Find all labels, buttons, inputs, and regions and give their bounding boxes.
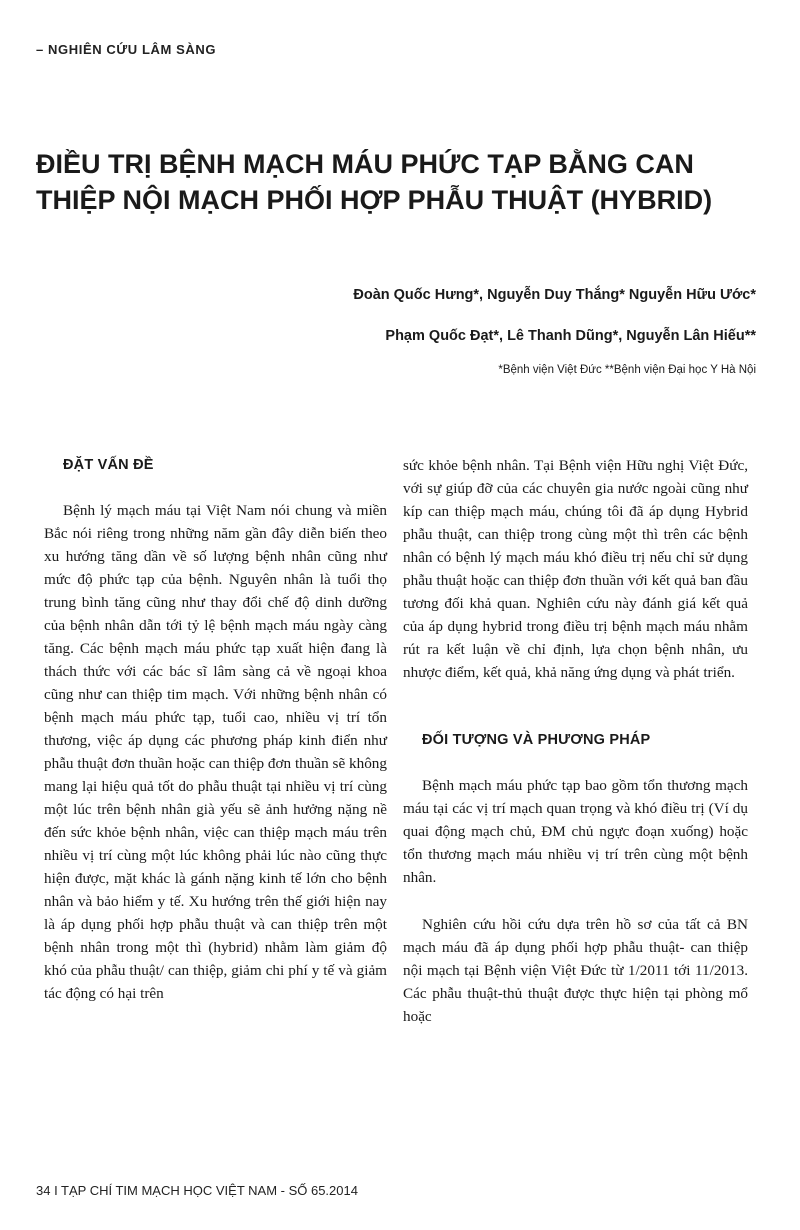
methods-paragraph-2: Nghiên cứu hồi cứu dựa trên hồ sơ của tất cả BN mạch máu đã áp dụng phối hợp phẫu thuật- can thiệp nội mạch tại Bệnh viện Việt Đức từ 1/2011 tới 11/2013. Các phẫu thuật-thủ thuật được thực hiện tại phòng mổ hoặc bbox=[403, 916, 748, 1025]
intro-paragraph: Bệnh lý mạch máu tại Việt Nam nói chung và miền Bắc nói riêng trong những năm gần đây diễn biến theo xu hướng tăng dần về số lượng bệnh nhân cũng như mức độ phức tạp của bệnh. Nguyên nhân là tuổi thọ trung bình tăng cũng như thay đổi chế độ dinh dưỡng của bệnh nhân dẫn tới tỷ lệ bệnh mạch máu ngày càng tăng. Các bệnh mạch máu phức tạp xuất hiện đang là thách thức với các bác sĩ lâm sàng cả về ngoại khoa cũng như can thiệp tim mạch. Với những bệnh nhân có bệnh mạch máu phức tạp, tuổi cao, nhiều vị trí tổn thương, việc áp dụng các phương pháp kinh điển như phẫu thuật đơn thuần hoặc can thiệp đơn thuần sẽ không mang lại hiệu quả tốt do phẫu thuật tại nhiều vị trí cùng một lúc trên bệnh nhân già yếu sẽ ảnh hưởng nặng nề đến sức khỏe bệnh nhân, việc can thiệp mạch máu trên nhiều vị trí cùng một lúc không phải lúc nào cũng thực hiện được, mặt khác là gánh nặng kinh tế lớn cho bệnh nhân và bảo hiểm y tế. Xu hướng trên thế giới hiện nay là áp dụng phối hợp phẫu thuật và can thiệp trên một bệnh nhân trong một thì (hybrid) nhằm làm giảm độ khó của phẫu thuật/ can thiệp, giảm chi phí y tế và giảm tác động có hại trên bbox=[44, 502, 387, 1002]
affiliations: *Bệnh viện Việt Đức **Bệnh viện Đại học Y Hà Nội bbox=[498, 364, 756, 376]
authors-line-2: Phạm Quốc Đạt*, Lê Thanh Dũng*, Nguyễn Lân Hiếu** bbox=[385, 328, 756, 344]
article-title: ĐIỀU TRỊ BỆNH MẠCH MÁU PHỨC TẠP BẰNG CAN THIỆP NỘI MẠCH PHỐI HỢP PHẪU THUẬT (HYBRID) bbox=[36, 149, 713, 215]
left-column bbox=[44, 454, 387, 1005]
section-heading-introduction: ĐẶT VẤN ĐỀ bbox=[63, 457, 154, 473]
right-column bbox=[403, 454, 748, 1028]
intro-paragraph-continued: sức khỏe bệnh nhân. Tại Bệnh viện Hữu nghị Việt Đức, với sự giúp đỡ của các chuyên gia nước ngoài cũng như kíp can thiệp mạch máu, chúng tôi đã áp dụng Hybrid phẫu thuật, can thiệp trong cùng một thì trên các bệnh nhân có bệnh lý mạch máu khó điều trị nếu chỉ sử dụng phẫu thuật hoặc can thiệp đơn thuần với kết quả ban đầu tương đối khả quan. Nghiên cứu này đánh giá kết quả của áp dụng hybrid trong điều trị bệnh mạch máu nhằm rút ra kết luận về chỉ định, lựa chọn bệnh nhân, ưu nhược điểm, kết quả, khả năng ứng dụng và phát triển. bbox=[403, 457, 748, 681]
methods-paragraph-1: Bệnh mạch máu phức tạp bao gồm tổn thương mạch máu tại các vị trí mạch quan trọng và khó điều trị (Ví dụ quai động mạch chủ, ĐM chủ ngực đoạn xuống) hoặc tổn thương mạch máu nhiều vị trí trên cùng một bệnh nhân. bbox=[403, 777, 748, 886]
running-header: – NGHIÊN CỨU LÂM SÀNG bbox=[36, 42, 217, 57]
authors-line-1: Đoàn Quốc Hưng*, Nguyễn Duy Thắng* Nguyễn Hữu Ước* bbox=[353, 287, 756, 303]
page-footer: 34 I TẠP CHÍ TIM MẠCH HỌC VIỆT NAM - SỐ 65.2014 bbox=[36, 1183, 358, 1198]
section-heading-methods: ĐỐI TƯỢNG VÀ PHƯƠNG PHÁP bbox=[422, 732, 651, 748]
